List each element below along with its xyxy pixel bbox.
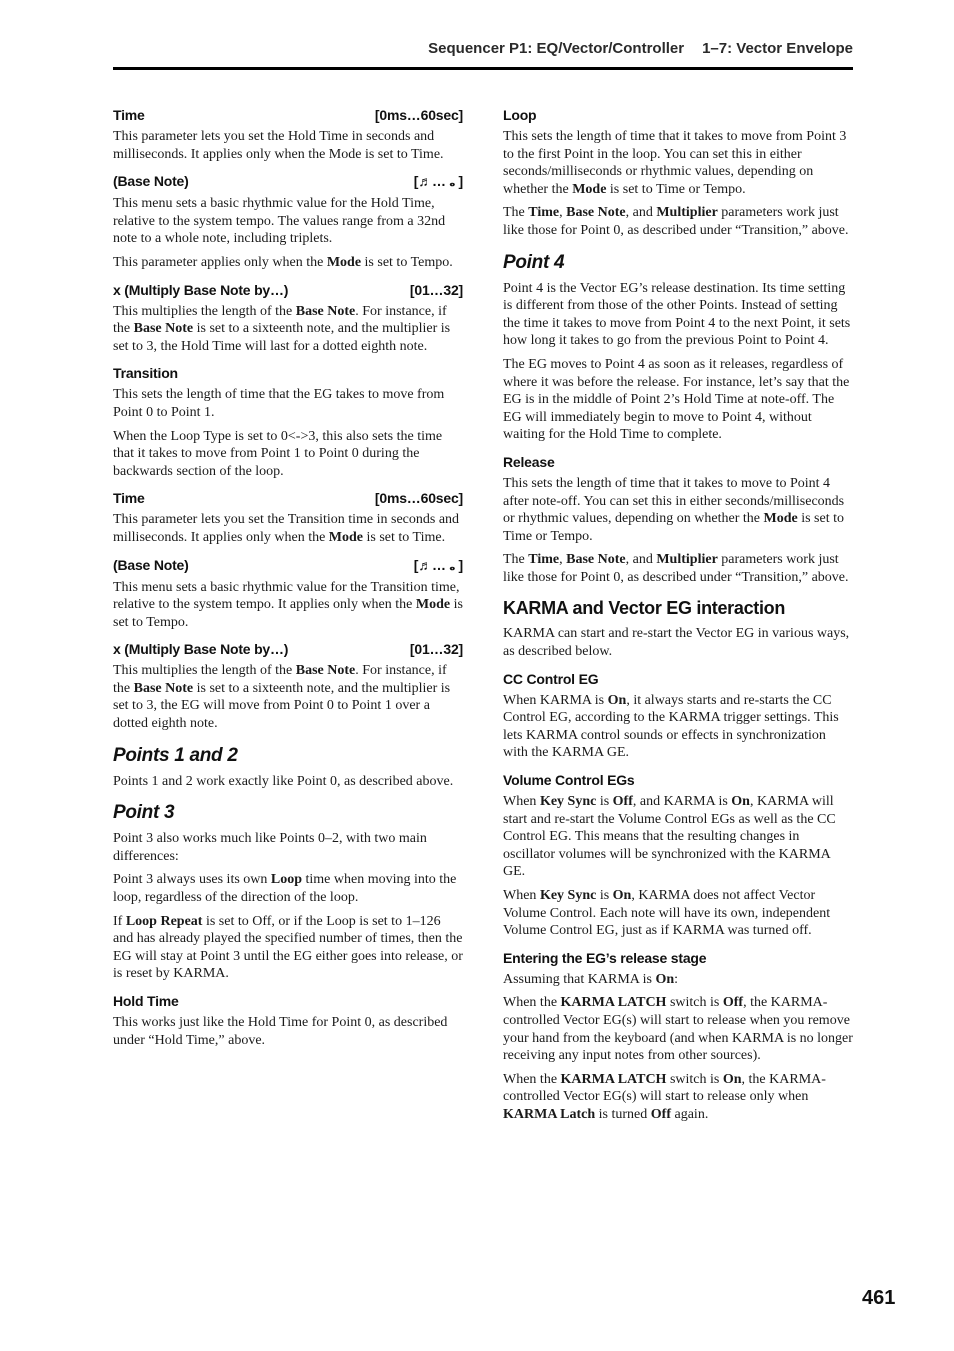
param-heading-volume-control-egs <box>503 772 853 788</box>
paragraph: This sets the length of time that it takes to move from Point 3 to the first Point in the loop. You can set this in either seconds/milliseconds or rhythmic values, depending on whether the Mode is set to Time or Tempo. <box>503 129 847 197</box>
header-subsection: 1–7: Vector Envelope <box>702 40 853 57</box>
param-label: x (Multiply Base Note by…) <box>113 641 289 658</box>
section-heading-karma: KARMA and Vector EG interaction <box>503 598 786 619</box>
param-label: (Base Note) <box>113 173 189 190</box>
paragraph: This multiplies the length of the Base Note. For instance, if the Base Note is set to a sixteenth note, and the multiplier is set to 3, the Hold Time will last for a dotted eighth note. <box>113 303 451 354</box>
param-label: Time <box>113 490 145 507</box>
param-heading-time <box>113 490 463 506</box>
param-label: Transition <box>113 365 178 382</box>
param-range: [01…32] <box>409 641 463 658</box>
param-heading-base-note <box>113 173 463 190</box>
paragraph: This menu sets a basic rhythmic value for the Transition time, relative to the system tempo. It applies only when the Mode is set to Tempo. <box>113 579 463 630</box>
param-label: x (Multiply Base Note by…) <box>113 281 289 298</box>
param-range: [♬… 𝅝 ] <box>413 556 463 573</box>
param-heading-multiply <box>113 282 463 298</box>
paragraph: This sets the length of time that it takes to move to Point 4 after note-off. You can set this in either seconds/milliseconds or rhythmic values, depending on whether the Mode is set to Time or Tempo. <box>503 475 845 544</box>
paragraph: Point 3 always uses its own Loop time when moving into the loop, regardless of the direction of the loop. <box>113 872 457 906</box>
paragraph: This works just like the Hold Time for Point 0, as described under “Hold Time,” above. <box>113 1015 448 1048</box>
running-header <box>113 40 853 64</box>
param-range: [♬… 𝅝 ] <box>413 173 463 190</box>
param-heading-loop <box>503 107 853 123</box>
param-label: Loop <box>503 107 537 123</box>
section-heading-point-3: Point 3 <box>113 802 175 824</box>
paragraph: When KARMA is On, it always starts and re-starts the CC Control EG, according to the KARMA trigger settings. This lets KARMA control sounds or effects in synchronization with the KARMA GE. <box>503 692 839 761</box>
param-range: [01…32] <box>409 281 463 298</box>
paragraph: This parameter applies only when the Mode is set to Tempo. <box>113 254 453 270</box>
paragraph: When the KARMA LATCH switch is Off, the KARMA-controlled Vector EG(s) will start to release when you remove your hand from the keyboard (and when KARMA is no longer receiving any input notes from other sources). <box>503 995 853 1064</box>
paragraph: KARMA can start and re-start the Vector EG in various ways, as described below. <box>503 626 850 660</box>
param-heading-cc-control-eg <box>503 671 853 687</box>
paragraph: This menu sets a basic rhythmic value for the Hold Time, relative to the system tempo. The values range from a 32nd note to a whole note, including triplets. <box>113 196 446 247</box>
paragraph: This multiplies the length of the Base Note. For instance, if the Base Note is set to a sixteenth note, and the multiplier is set to 3, the EG will move from Point 0 to Point 1 over a dotted eighth note. <box>113 663 451 732</box>
header-section: Sequencer P1: EQ/Vector/Controller <box>428 40 685 57</box>
paragraph: When Key Sync is On, KARMA does not affect Vector Volume Control. Each note will have its own, independent Volume Control EG, just as if KARMA was turned off. <box>503 888 831 939</box>
paragraph: Points 1 and 2 work exactly like Point 0, as described above. <box>113 773 454 789</box>
paragraph: This parameter lets you set the Hold Time in seconds and milliseconds. It applies only when the Mode is set to Time. <box>113 129 444 162</box>
param-range: [0ms…60sec] <box>374 490 463 507</box>
paragraph: This parameter lets you set the Transition time in seconds and milliseconds. It applies only when the Mode is set to Time. <box>113 512 460 545</box>
right-column <box>503 107 853 1130</box>
param-heading-time <box>113 107 463 123</box>
param-heading-base-note <box>113 557 463 574</box>
section-heading-points-1-2: Points 1 and 2 <box>113 744 238 766</box>
paragraph: When Key Sync is Off, and KARMA is On, KARMA will start and re-start the Volume Control EGs as well as the CC Control EG. This means that the resulting changes in oscillator volumes will be synchronized with the KARMA GE. <box>503 794 836 880</box>
param-label: Hold Time <box>113 993 179 1009</box>
paragraph: If Loop Repeat is set to Off, or if the Loop is set to 1–126 and has already played the specified number of times, then the EG will stay at Point 3 until the EG either goes into release, or is reset by KARMA. <box>113 913 463 982</box>
paragraph: Assuming that KARMA is On: <box>503 971 679 987</box>
left-column <box>113 107 463 1055</box>
page-number: 461 <box>862 1287 896 1309</box>
param-heading-transition <box>113 365 463 381</box>
param-label: Entering the EG’s release stage <box>503 949 707 966</box>
paragraph: This sets the length of time that the EG takes to move from Point 0 to Point 1. <box>113 387 445 420</box>
param-heading-release-stage <box>503 950 853 966</box>
param-label: Release <box>503 453 555 470</box>
paragraph: When the Loop Type is set to 0<->3, this also sets the time that it takes to move from Point 1 to Point 0 during the backwards section of the loop. <box>113 428 443 479</box>
param-heading-multiply <box>113 641 463 657</box>
param-label: (Base Note) <box>113 556 189 573</box>
paragraph: When the KARMA LATCH switch is On, the KARMA-controlled Vector EG(s) will start to release only when KARMA Latch is turned Off again. <box>503 1071 826 1122</box>
param-range: [0ms…60sec] <box>374 107 463 123</box>
param-heading-hold-time <box>113 993 463 1009</box>
param-label: Volume Control EGs <box>503 772 635 789</box>
param-label: CC Control EG <box>503 670 599 687</box>
paragraph: Point 4 is the Vector EG’s release destination. Its time setting is different from those of the other Points. Instead of setting the time it takes to move from Point 4 to the next Point, it sets how long it takes to go from the previous Point to Point 4. <box>503 280 851 349</box>
paragraph: Point 3 also works much like Points 0–2, with two main differences: <box>113 831 427 864</box>
header-rule <box>113 67 853 70</box>
paragraph: The Time, Base Note, and Multiplier parameters work just like those for Point 0, as described under “Transition,” above. <box>503 552 849 585</box>
paragraph: The Time, Base Note, and Multiplier parameters work just like those for Point 0, as described under “Transition,” above. <box>503 205 849 238</box>
section-heading-point-4: Point 4 <box>503 251 565 273</box>
param-heading-release <box>503 454 853 470</box>
paragraph: The EG moves to Point 4 as soon as it releases, regardless of where it was before the release. For instance, let’s say that the EG is in the middle of Point 2’s Hold Time at note-off. The EG will immediately begin to move to Point 4, without waiting for the Hold Time to complete. <box>503 356 850 443</box>
param-label: Time <box>113 107 145 123</box>
